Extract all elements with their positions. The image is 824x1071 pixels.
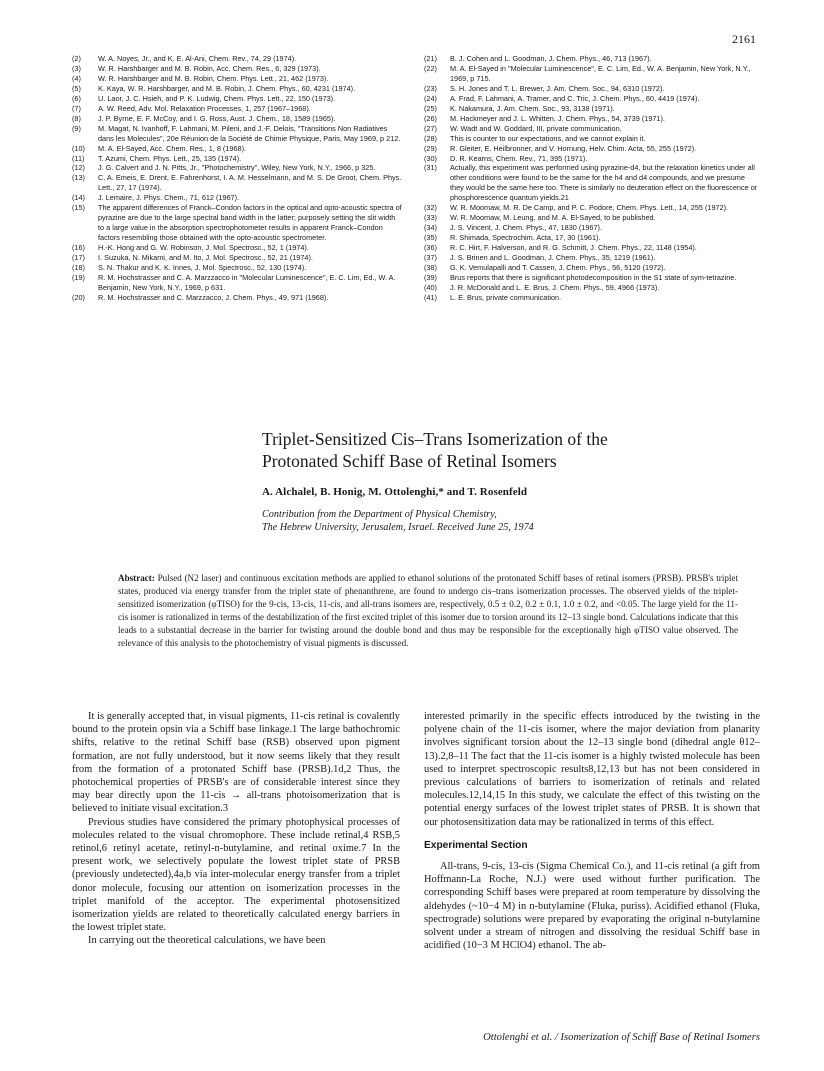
reference-number: (21) (424, 54, 437, 63)
reference-text: A. W. Reed, Adv. Mol. Relaxation Processes, 1, 257 (1967–1968). (98, 103, 311, 113)
affiliation-line-1: Contribution from the Department of Physical Chemistry, (262, 509, 497, 520)
reference-item (72, 114, 402, 124)
body-paragraph: interested primarily in the specific effects introduced by the twisting in the polyene chain of the 11-cis isomer, where the major deviation from planarity involves significant torsion about the 12–13 single bond (dihedral angle θ12–13).2,8–11 The fact that the 11-cis isomer is a highly twisted molecule has been used to interpret spectroscopic results8,12,13 but has not been considered in previous calculations of barriers to isomerization of retinals and related molecules.12,14,15 In this study, we calculate the effect of this twisting on the potential energy surfaces of the lowest triplet states of PRSB. It is shown that our photosensitization data may be rationalized in terms of this effect. (424, 711, 760, 828)
abstract (118, 572, 738, 649)
reference-item (424, 243, 760, 253)
title-line-2: Protonated Schiff Base of Retinal Isomers (262, 451, 557, 471)
reference-text: W. R. Harshbarger and M. B. Robin, Acc. Chem. Res., 6, 329 (1973). (98, 63, 321, 73)
article-title (262, 428, 732, 472)
reference-number: (32) (424, 203, 437, 213)
reference-item (424, 163, 760, 203)
reference-item (72, 173, 402, 193)
reference-text: W. A. Noyes, Jr., and K. E. Al-Ani, Chem. Rev., 74, 29 (1974). (98, 54, 297, 63)
running-footer: Ottolenghi et al. / Isomerization of Schiff Base of Retinal Isomers (483, 1032, 760, 1043)
reference-item (424, 253, 760, 263)
reference-text: J. P. Byrne, E. F. McCoy, and I. G. Ross, Aust. J. Chem., 18, 1589 (1965). (98, 113, 336, 123)
abstract-label: Abstract: (118, 573, 155, 583)
reference-text: W. R. Harshbarger and M. B. Robin, Chem. Phys. Lett., 21, 462 (1973). (98, 73, 329, 83)
reference-text: M. Magat, N. Ivanhoff, F. Lahmani, M. Pileni, and J.-F. Delois, "Transitions Non Radiatives dans les Molecules", 20e Réunion de la Société de Chimie Physique, Paris, May 1969, p 212. (98, 123, 401, 143)
reference-text: Actually, this experiment was performed using pyrazine-d4, but the relaxation kinetics under all other conditions were found to be the same for the h4 and d4 compounds, and we presume they would be the same here too. There is similarly no deuteration effect on the fluorescence or phosphorescence quantum yields.21 (450, 163, 758, 203)
reference-text: This is counter to our expectations, and we cannot explain it. (450, 133, 646, 143)
body-paragraph: All-trans, 9-cis, 13-cis (Sigma Chemical Co.), and 11-cis retinal (a gift from Hoffmann-La Roche, N.J.) were used without further purification. The corresponding Schiff bases were prepared at room temperature by dissolving the aldehydes (~10−4 M) in n-butylamine (Fluka, puriss). Acidified ethanol (Fluka, spectrograde) solutions were prepared by evaporating the original n-butylamine solvent under a stream of nitrogen and dissolving the residual Schiff base in acidified (10−3 M HClO4) ethanol. The ab- (424, 861, 760, 952)
reference-number: (12) (72, 163, 85, 173)
reference-number: (30) (424, 153, 437, 163)
reference-item (72, 253, 402, 263)
reference-item (424, 203, 760, 213)
reference-item (72, 293, 402, 303)
reference-item (424, 124, 760, 134)
reference-text: U. Laor, J. C. Hsieh, and P. K. Ludwig, Chem. Phys. Lett., 22, 150 (1973). (98, 93, 336, 103)
abstract-text: Pulsed (N2 laser) and continuous excitation methods are applied to ethanol solutions of the protonated Schiff bases of retinal isomers (PRSB). PRSB's triplet states, produced via energy transfer from the triplet state of phenanthrene, are found to undergo cis–trans isomerization processes. The observed yields of the triplet-sensitized isomerization (φTISO) for the 9-cis, 13-cis, 11-cis, and all-trans isomers are, respectively, 0.5 ± 0.2, 0.2 ± 0.1, 1.0 ± 0.2, and <0.05. The large yield for the 11-cis isomer is rationalized in terms of the destabilization of the first excited triplet of this isomer due to torsion around its 12–13 single bond. Calculations indicate that this leads to a substantial decrease in the barrier for twisting around the double bond and thus may be responsible for the exceptionally high φTISO value observed. The relevance of this analysis to the photochemistry of visual pigments is discussed. (118, 573, 738, 648)
reference-text: The apparent differences of Franck–Condon factors in the optical and opto-acoustic spectra of pyrazine are due to the large spectral band width in the latter; purposely setting the slit width to a large value in the absorption spectrophotometer results in apparent Franck–Condon factors resembling those obtained with the opto-acoustic spectrometer. (98, 203, 402, 243)
reference-item (72, 104, 402, 114)
reference-number: (18) (72, 263, 85, 273)
reference-number: (15) (72, 203, 85, 213)
reference-item (72, 263, 402, 273)
reference-number: (26) (424, 113, 437, 123)
reference-text: M. A. El-Sayed in "Molecular Luminescence", E. C. Lim, Ed., W. A. Benjamin, New York, N.Y., 1969, p 715. (450, 63, 751, 83)
reference-item (424, 64, 760, 84)
reference-item (72, 74, 402, 84)
reference-item (72, 154, 402, 164)
reference-number: (8) (72, 113, 81, 123)
reference-text: B. J. Cohen and L. Goodman, J. Chem. Phys., 46, 713 (1967). (450, 54, 652, 63)
reference-text: R. Gleiter, E. Heilbronner, and V. Hornung, Helv. Chim. Acta, 55, 255 (1972). (450, 143, 697, 153)
reference-number: (13) (72, 173, 85, 183)
experimental-section-heading: Experimental Section (424, 839, 528, 851)
reference-number: (10) (72, 143, 85, 153)
reference-number: (11) (72, 153, 85, 163)
reference-number: (3) (72, 63, 81, 73)
reference-number: (37) (424, 253, 437, 263)
reference-item (72, 163, 402, 173)
reference-number: (29) (424, 143, 437, 153)
reference-item (424, 104, 760, 114)
reference-item (424, 84, 760, 94)
affiliation-line-2: The Hebrew University, Jerusalem, Israel. Received June 25, 1974 (262, 522, 534, 533)
reference-number: (14) (72, 193, 85, 203)
reference-text: L. E. Brus, private communication. (450, 292, 562, 302)
title-line-1: Triplet-Sensitized Cis–Trans Isomerization of the (262, 429, 608, 449)
reference-text: S. H. Jones and T. L. Brewer, J. Am. Chem. Soc., 94, 6310 (1972). (450, 83, 665, 93)
reference-text: I. Suzuka, N. Mikami, and M. Ito, J. Mol. Spectrosc., 52, 21 (1974). (98, 253, 313, 263)
reference-text: R. C. Hirt, F. Halverson, and R. G. Schmitt, J. Chem. Phys., 22, 1148 (1954). (450, 243, 697, 253)
body-paragraph: It is generally accepted that, in visual pigments, 11-cis retinal is covalently bound to the protein opsin via a Schiff base linkage.1 The large bathochromic shifts, relative to the retinal Schiff base (RSB) observed upon pigment formation, are not fully understood, but it now seems likely that they result from the formation of a protonated Schiff base (PRSB).1d,2 Thus, the photochemical properties of PRSB's are of considerable interest since they may bear directly upon the 11-cis → all-trans photoisomerization that is believed to initiate visual excitation.3 (72, 711, 400, 815)
reference-item (424, 273, 760, 283)
reference-number: (4) (72, 73, 81, 83)
reference-text: J. R. McDonald and L. E. Brus, J. Chem. Phys., 59, 4966 (1973). (450, 282, 660, 292)
reference-item (72, 273, 402, 293)
body-paragraph: In carrying out the theoretical calculations, we have been (88, 935, 326, 947)
reference-number: (6) (72, 93, 81, 103)
reference-number: (34) (424, 223, 437, 233)
reference-text: A. Frad, F. Lahmani, A. Tramer, and C. Tric, J. Chem. Phys., 60, 4419 (1974). (450, 93, 700, 103)
reference-text: K. Kaya, W. R. Harshbarger, and M. B. Robin, J. Chem. Phys., 60, 4231 (1974). (98, 83, 356, 93)
reference-item (72, 64, 402, 74)
reference-number: (19) (72, 272, 85, 282)
reference-text: W. R. Moomaw, M. Leung, and M. A. El-Sayed, to be published. (450, 213, 656, 223)
reference-number: (27) (424, 123, 437, 133)
reference-text: R. Shimada, Spectrochim. Acta, 17, 30 (1961). (450, 233, 601, 243)
reference-number: (20) (72, 292, 85, 302)
reference-text: G. K. Vemulapalli and T. Cassen, J. Chem. Phys., 56, 5120 (1972). (450, 263, 666, 273)
reference-item (72, 203, 402, 243)
reference-number: (17) (72, 253, 85, 263)
reference-text: T. Azumi, Chem. Phys. Lett., 25, 135 (1974). (98, 153, 242, 163)
reference-text: C. A. Emeis, E. Drent, E. Fahrenhorst, I. A. M. Hesselmann, and M. S. De Groot, Chem. Phys. Lett., 27, 17 (1974). (98, 173, 402, 193)
reference-number: (23) (424, 83, 437, 93)
reference-text: K. Nakamura, J. Am. Chem. Soc., 93, 3138 (1971). (450, 103, 615, 113)
reference-text: S. N. Thakur and K. K. Innes, J. Mol. Spectrosc., 52, 130 (1974). (98, 263, 307, 273)
reference-text: J. S. Vincent, J. Chem. Phys., 47, 1830 (1967). (450, 223, 602, 233)
reference-item (424, 134, 760, 144)
page-number: 2161 (732, 32, 756, 46)
references-left-column (72, 54, 402, 303)
reference-number: (35) (424, 233, 437, 243)
reference-item (72, 94, 402, 104)
reference-number: (2) (72, 54, 81, 63)
reference-number: (7) (72, 103, 81, 113)
reference-item (424, 213, 760, 223)
reference-number: (16) (72, 243, 85, 253)
reference-number: (28) (424, 133, 437, 143)
body-right-column (424, 710, 760, 952)
reference-item (424, 223, 760, 233)
reference-number: (31) (424, 163, 437, 173)
reference-number: (22) (424, 63, 437, 73)
reference-item (72, 193, 402, 203)
reference-number: (40) (424, 282, 437, 292)
reference-text: W. R. Moomaw, M. R. De Camp, and P. C. Podore, Chem. Phys. Lett., 14, 255 (1972). (450, 203, 729, 213)
reference-item (424, 54, 760, 64)
reference-item (72, 124, 402, 144)
reference-item (424, 283, 760, 293)
reference-number: (39) (424, 272, 437, 282)
reference-number: (41) (424, 292, 437, 302)
affiliation (262, 508, 732, 534)
reference-item (72, 243, 402, 253)
authors: A. Alchalel, B. Honig, M. Ottolenghi,* and T. Rosenfeld (262, 486, 528, 498)
reference-item (424, 94, 760, 104)
reference-text: J. S. Brinen and L. Goodman, J. Chem. Phys., 35, 1219 (1961). (450, 253, 656, 263)
reference-item (424, 114, 760, 124)
reference-text: W. Wadt and W. Goddard, III, private communication. (450, 123, 622, 133)
reference-text: M. Hackmeyer and J. L. Whitten, J. Chem. Phys., 54, 3739 (1971). (450, 113, 665, 123)
reference-text: H.-K. Hong and G. W. Robinson, J. Mol. Spectrosc., 52, 1 (1974). (98, 243, 309, 253)
reference-item (424, 263, 760, 273)
reference-text: Brus reports that there is significant photodecomposition in the S1 state of sym-tetrazine. (450, 272, 737, 282)
reference-item (424, 144, 760, 154)
reference-number: (38) (424, 263, 437, 273)
reference-item (424, 293, 760, 303)
reference-number: (36) (424, 243, 437, 253)
reference-item (424, 233, 760, 243)
reference-text: R. M. Hochstrasser and C. A. Marzzacco in "Molecular Luminescence", E. C. Lim, Ed., W. A. Benjamin, New York, N.Y., 1969, p 631. (98, 272, 396, 292)
reference-number: (25) (424, 103, 437, 113)
reference-text: J. G. Calvert and J. N. Pitts, Jr., "Photochemistry", Wiley, New York, N.Y., 1966, p 325. (98, 163, 376, 173)
reference-number: (24) (424, 93, 437, 103)
reference-number: (9) (72, 123, 81, 133)
reference-number: (33) (424, 213, 437, 223)
reference-item (72, 144, 402, 154)
reference-item (424, 154, 760, 164)
reference-number: (5) (72, 83, 81, 93)
references-right-column (424, 54, 760, 303)
reference-text: J. Lemaire, J. Phys. Chem., 71, 612 (1967). (98, 193, 240, 203)
body-left-column (72, 710, 400, 948)
reference-item (72, 84, 402, 94)
reference-text: D. R. Kearns, Chem. Rev., 71, 395 (1971). (450, 153, 588, 163)
reference-text: R. M. Hochstrasser and C. Marzzacco, J. Chem. Phys., 49, 971 (1968). (98, 292, 329, 302)
reference-item (72, 54, 402, 64)
reference-text: M. A. El-Sayed, Acc. Chem. Res., 1, 8 (1968). (98, 143, 247, 153)
body-paragraph: Previous studies have considered the primary photophysical processes of molecules related to the visual chromophore. These include retinal,4 RSB,5 retinol,6 retinyl acetate, retinyl-n-butylamine, and retinal oxime.7 In the present work, we selectively populate the lowest triplet state of PRSB (previously undetected),4a,b via inter-molecular energy transfer from a triplet donor molecule, focusing our attention on isomerization processes in the triplet manifold of the acceptor. The experimental photosensitized isomerization yields are related to theoretically calculated energy barriers in the lowest triplet state. (72, 816, 400, 934)
